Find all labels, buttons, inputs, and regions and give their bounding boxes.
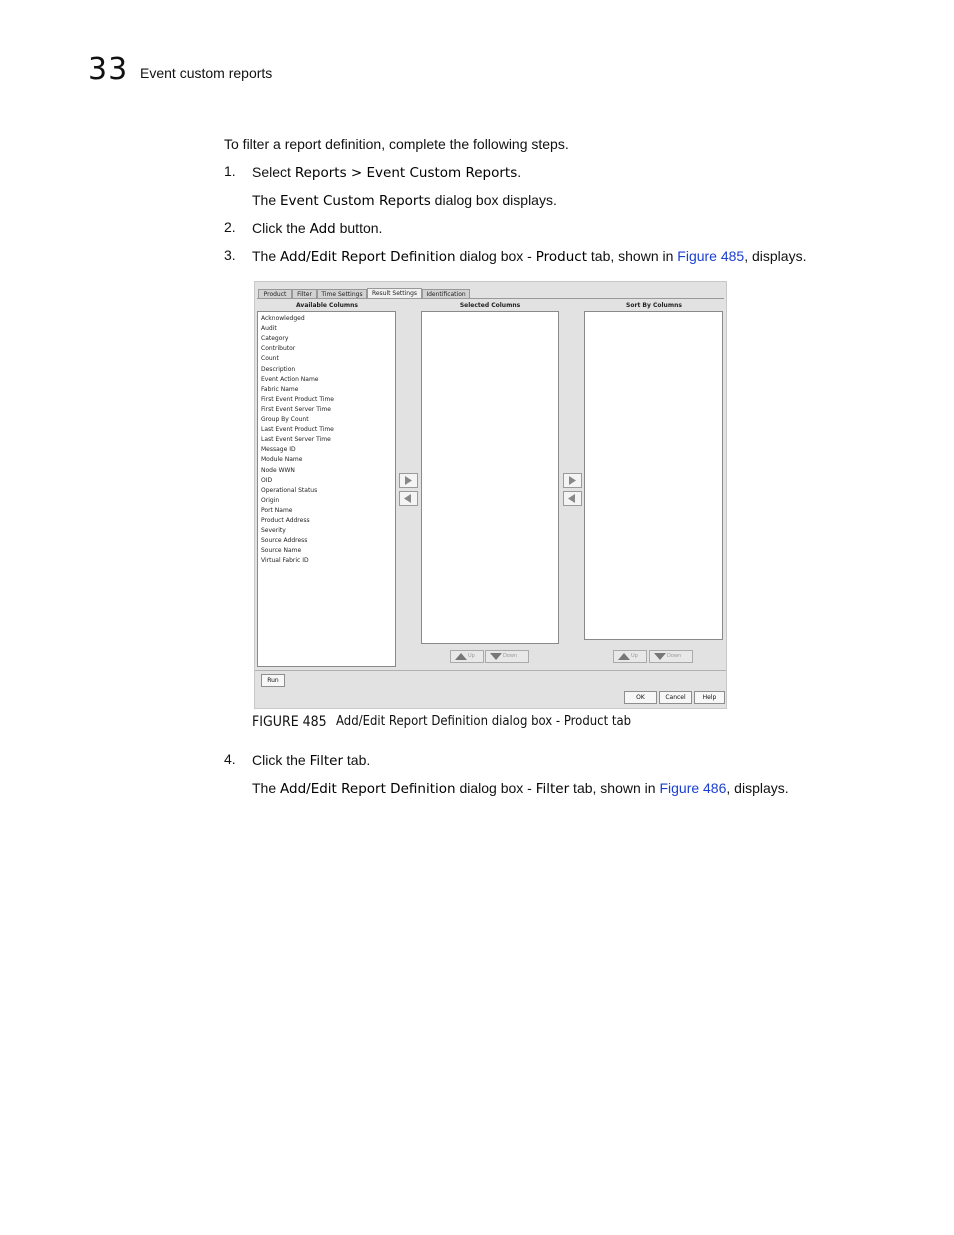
add-sort-column-button[interactable]	[563, 473, 582, 488]
dialog-separator	[255, 670, 726, 671]
arrow-up-icon	[455, 653, 467, 660]
available-column-item[interactable]: Source Address	[261, 537, 308, 545]
run-button[interactable]: Run	[261, 674, 285, 687]
available-column-item[interactable]: Node WWN	[261, 466, 295, 474]
arrow-up-icon	[618, 653, 630, 660]
sort-by-columns-list[interactable]	[584, 311, 723, 640]
figure-caption: Add/Edit Report Definition dialog box - Product tab	[336, 714, 632, 729]
step-1-number: 1.	[224, 163, 236, 179]
intro-text: To filter a report definition, complete the following steps.	[224, 136, 569, 152]
available-columns-list[interactable]	[257, 311, 396, 667]
available-column-item[interactable]: Last Event Server Time	[261, 436, 331, 444]
sort-up-button[interactable]: Up	[613, 650, 647, 663]
available-column-item[interactable]: Count	[261, 355, 279, 363]
tab-identification[interactable]: Identification	[422, 289, 470, 299]
available-column-item[interactable]: Category	[261, 335, 289, 343]
available-column-item[interactable]: Virtual Fabric ID	[261, 557, 309, 565]
available-column-item[interactable]: OID	[261, 476, 273, 484]
add-column-button[interactable]	[399, 473, 418, 488]
step-4-number: 4.	[224, 751, 236, 767]
available-column-item[interactable]: Operational Status	[261, 486, 318, 494]
tab-product[interactable]: Product	[258, 289, 292, 299]
arrow-right-icon	[568, 476, 576, 485]
available-column-item[interactable]: Last Event Product Time	[261, 426, 334, 434]
menu-path: Reports > Event Custom Reports	[294, 165, 518, 181]
available-column-item[interactable]: Group By Count	[261, 416, 309, 423]
tab-result-settings[interactable]: Result Settings	[367, 288, 422, 299]
step-3-number: 3.	[224, 247, 236, 263]
remove-sort-column-button[interactable]	[563, 491, 582, 506]
step-2-number: 2.	[224, 219, 236, 235]
arrow-left-icon	[568, 494, 576, 503]
ok-button[interactable]: OK	[624, 691, 657, 704]
arrow-down-icon	[490, 653, 502, 660]
help-button[interactable]: Help	[694, 691, 725, 704]
step-4-result: The Add/Edit Report Definition dialog box - Filter tab, shown in Figure 486, displays.	[252, 780, 789, 797]
selected-down-button[interactable]: Down	[485, 650, 529, 663]
available-column-item[interactable]: Product Address	[261, 517, 310, 524]
figure-485-link[interactable]: Figure 485	[677, 248, 745, 264]
chapter-number: 33	[88, 52, 129, 87]
arrow-down-icon	[654, 653, 666, 660]
chapter-title: Event custom reports	[140, 65, 273, 81]
step-4-text: Click the Filter tab.	[252, 752, 371, 769]
figure-label: FIGURE 485	[252, 714, 327, 730]
tab-filter[interactable]: Filter	[292, 289, 317, 299]
available-column-item[interactable]: Module Name	[261, 456, 303, 464]
available-columns-header: Available Columns	[295, 302, 358, 309]
step-1-result: The Event Custom Reports dialog box displays.	[252, 192, 557, 209]
available-column-item[interactable]: Event Action Name	[261, 375, 319, 383]
available-column-item[interactable]: Contributor	[261, 345, 296, 353]
selected-columns-header: Selected Columns	[459, 302, 521, 309]
arrow-left-icon	[404, 494, 412, 503]
report-definition-dialog	[254, 281, 727, 709]
selected-columns-list[interactable]	[421, 311, 559, 644]
figure-486-link[interactable]: Figure 486	[659, 780, 727, 796]
remove-column-button[interactable]	[399, 491, 418, 506]
available-column-item[interactable]: Origin	[261, 496, 280, 504]
arrow-right-icon	[404, 476, 412, 485]
step-3-text: The Add/Edit Report Definition dialog box - Product tab, shown in Figure 485, displays.	[252, 248, 807, 265]
available-column-item[interactable]: Audit	[261, 325, 277, 333]
available-column-item[interactable]: Acknowledged	[261, 315, 305, 322]
available-column-item[interactable]: Source Name	[261, 547, 302, 555]
selected-up-button[interactable]: Up	[450, 650, 484, 663]
step-2-text: Click the Add button.	[252, 220, 383, 237]
step-1-text: Select Reports > Event Custom Reports.	[252, 164, 522, 181]
sort-by-columns-header: Sort By Columns	[626, 302, 682, 309]
available-column-item[interactable]: Description	[261, 365, 296, 373]
available-column-item[interactable]: First Event Product Time	[261, 395, 335, 403]
tab-time-settings[interactable]: Time Settings	[317, 289, 367, 299]
available-column-item[interactable]: Port Name	[261, 506, 293, 514]
available-column-item[interactable]: Fabric Name	[261, 385, 299, 393]
available-column-item[interactable]: Message ID	[261, 446, 296, 454]
cancel-button[interactable]: Cancel	[659, 691, 692, 704]
tab-strip-line	[257, 298, 724, 299]
available-column-item[interactable]: First Event Server Time	[261, 405, 331, 413]
sort-down-button[interactable]: Down	[649, 650, 693, 663]
available-column-item[interactable]: Severity	[261, 527, 286, 535]
